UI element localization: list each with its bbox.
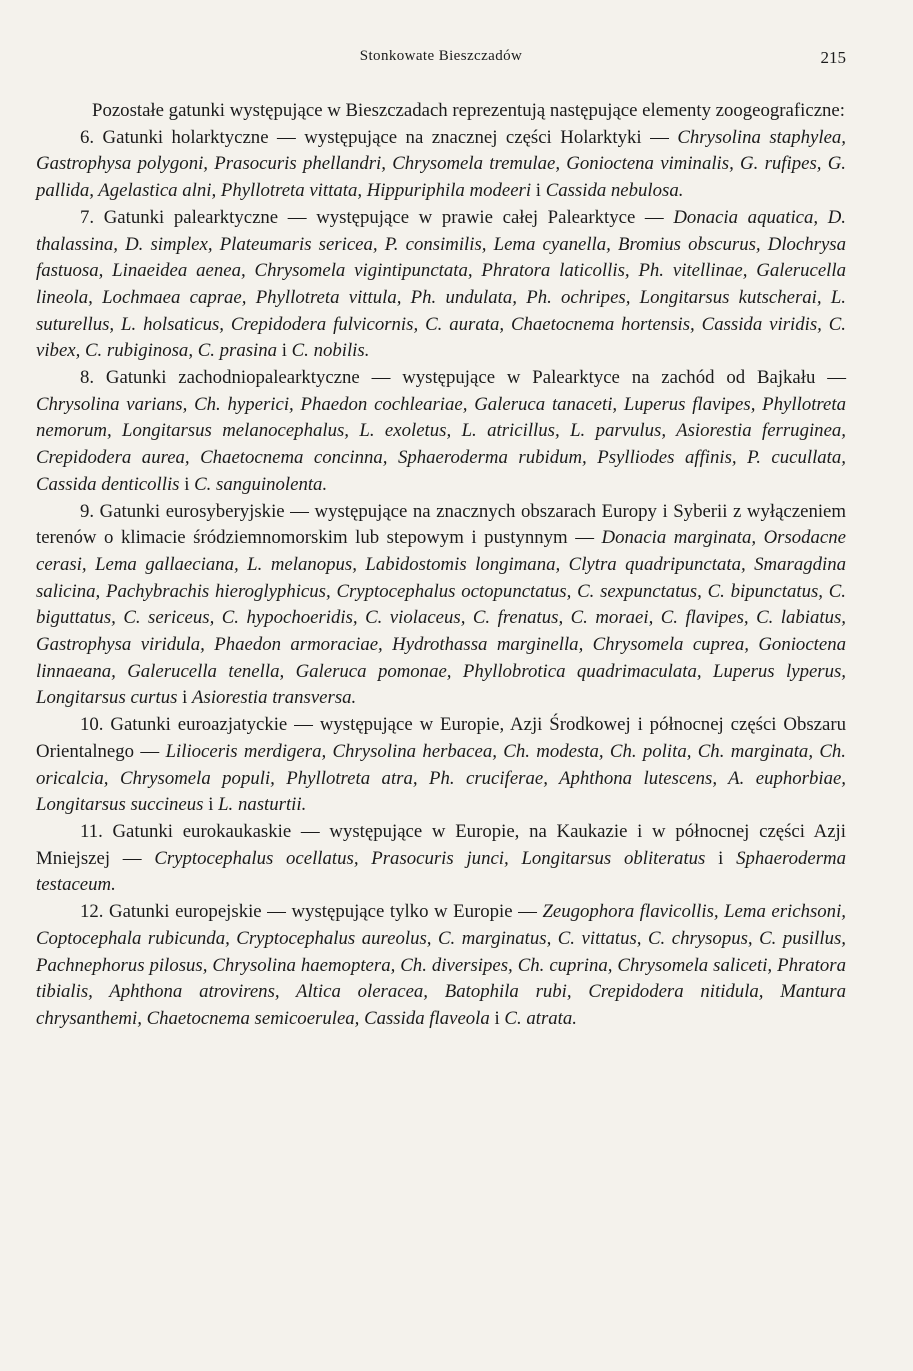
running-title: Stonkowate Bieszczadów xyxy=(359,48,523,64)
eurosiberian-lead: 9. Gatunki eurosyberyjskie — występujące na znacznych obszarach Europy i Syberii z wyłączeniem terenów o klimacie śródziemnomorskim lub stepowym i pustynnym — xyxy=(36,500,846,549)
eurosiberian-species: Donacia marginata, Orsodacne cerasi, Lema gallaeciana, L. melanopus, Labidostomis longimana, Clytra quadripunctata, Smaragdina salicina, Pachybrachis hieroglyphicus, Cryptocephalus octopunctatus, C. sexpunctatus, C. bipunctatus, C. biguttatus, C. sericeus, C. hypochoeridis, C. violaceus, C. frenatus, C. moraei, C. flavipes, C. labiatus, Gastrophysa viridula, Phaedon armoraciae, Hydrothassa marginella, Chrysomela cuprea, Gonioctena linnaeana, Galerucella tenella, Galeruca pomonae, Phyllobrotica quadrimaculata, Luperus lyperus, Longitarsus curtus xyxy=(36,527,846,709)
eurocaucasian-last-species: Sphaeroderma testaceum. xyxy=(36,847,846,896)
paragraph-eurocaucasian xyxy=(36,819,846,899)
eurosiberian-conjunction: i xyxy=(182,687,188,709)
european-species: Zeugophora flavicollis, Lema erichsoni, Coptocephala rubicunda, Cryptocephalus aureolus, C. marginatus, C. vittatus, C. chrysopus, C. pusillus, Pachnephorus pilosus, Chrysolina haemoptera, Ch. diversipes, Ch. cuprina, Chrysomela saliceti, Phratora tibialis, Aphthona atrovirens, Altica oleracea, Batophila rubi, Crepidodera nitidula, Mantura chrysanthemi, Chaetocnema semicoerulea, Cassida flaveola xyxy=(36,901,846,1029)
paragraph-west-palearctic xyxy=(36,365,846,499)
european-conjunction: i xyxy=(494,1007,500,1029)
euroasian-lead: 10. Gatunki euroazjatyckie — występujące w Europie, Azji Środkowej i północnej części Obszaru Orientalnego — xyxy=(36,714,846,762)
page-number: 215 xyxy=(820,48,846,67)
eurocaucasian-conjunction: i xyxy=(718,847,724,869)
holarctic-species: Chrysolina staphylea, Gastrophysa polygoni, Prasocuris phellandri, Chrysomela tremulae, Gonioctena viminalis, G. rufipes, G. pallida, Agelastica alni, Phyllotreta vittata, Hippuriphila modeeri xyxy=(36,126,847,202)
palearctic-species: Donacia aquatica, D. thalassina, D. simplex, Plateumaris sericea, P. consimilis, Lema cyanella, Bromius obscurus, Dlochrysa fastuosa, Linaeidea aenea, Chrysomela vigintipunctata, Phratora laticollis, Ph. vitellinae, Galerucella lineola, Lochmaea caprae, Phyllotreta vittula, Ph. undulata, Ph. ochripes, Longitarsus kutscherai, L. suturellus, L. holsaticus, Crepidodera fulvicornis, C. aurata, Chaetocnema hortensis, Cassida viridis, C. vibex, C. rubiginosa, C. prasina xyxy=(36,206,846,362)
european-last-species: C. atrata. xyxy=(504,1007,577,1029)
euroasian-last-species: L. nasturtii. xyxy=(218,794,307,816)
paragraph-euroasian xyxy=(36,712,846,819)
palearctic-conjunction: i xyxy=(281,340,287,362)
west-palearctic-species: Chrysolina varians, Ch. hyperici, Phaedon cochleariae, Galeruca tanaceti, Luperus flavipes, Phyllotreta nemorum, Longitarsus melanocephalus, L. exoletus, L. atricillus, L. parvulus, Asiorestia ferruginea, Crepidodera aurea, Chaetocnema concinna, Sphaeroderma rubidum, Psylliodes affinis, P. cucullata, Cassida denticollis xyxy=(36,393,846,495)
palearctic-lead: 7. Gatunki palearktyczne — występujące w prawie całej Palearktyce — xyxy=(80,206,664,228)
european-lead: 12. Gatunki europejskie — występujące tylko w Europie — xyxy=(80,901,537,923)
paragraph-european xyxy=(36,899,846,1033)
body-text xyxy=(36,98,846,1033)
paragraph-palearctic xyxy=(36,205,846,365)
west-palearctic-last-species: C. sanguinolenta. xyxy=(194,473,328,495)
paragraph-eurosiberian xyxy=(36,499,846,713)
holarctic-last-species: Cassida nebulosa. xyxy=(545,180,684,202)
west-palearctic-conjunction: i xyxy=(184,473,190,495)
paragraph-holarctic xyxy=(36,125,846,205)
page-header xyxy=(36,48,846,76)
intro-text: Pozostałe gatunki występujące w Bieszczadach reprezentują następujące elementy zoogeograficzne: xyxy=(92,100,845,121)
west-palearctic-lead: 8. Gatunki zachodniopalearktyczne — występujące w Palearktyce na zachód od Bajkału — xyxy=(80,367,846,389)
holarctic-lead: 6. Gatunki holarktyczne — występujące na znacznej części Holarktyki — xyxy=(80,126,669,148)
euroasian-species: Lilioceris merdigera, Chrysolina herbacea, Ch. modesta, Ch. polita, Ch. marginata, Ch. oricalcia, Chrysomela populi, Phyllotreta atra, Ph. cruciferae, Aphthona lutescens, A. euphorbiae, Longitarsus succineus xyxy=(36,740,846,816)
eurocaucasian-species: Cryptocephalus ocellatus, Prasocuris junci, Longitarsus obliteratus xyxy=(154,847,706,869)
eurosiberian-last-species: Asiorestia transversa. xyxy=(192,687,357,709)
euroasian-conjunction: i xyxy=(208,794,214,816)
palearctic-last-species: C. nobilis. xyxy=(291,340,370,362)
paragraph-intro xyxy=(36,98,846,125)
eurocaucasian-lead: 11. Gatunki eurokaukaskie — występujące w Europie, na Kaukazie i w północnej części Azji Mniejszej — xyxy=(36,820,846,869)
holarctic-conjunction: i xyxy=(535,180,541,202)
